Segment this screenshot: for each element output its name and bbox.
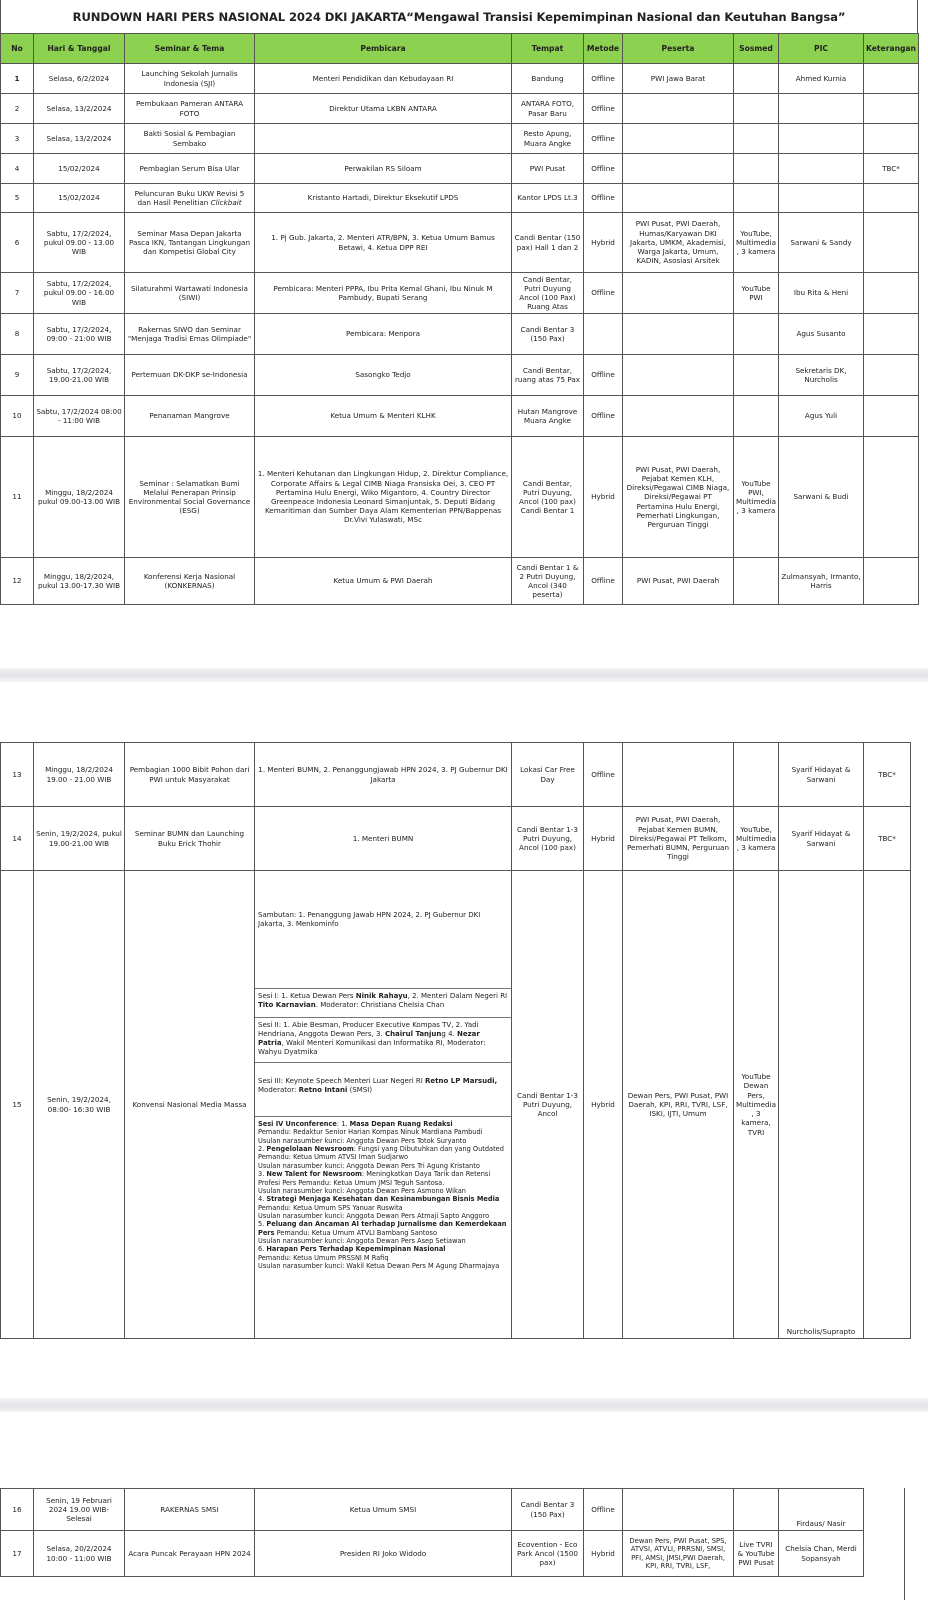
cell-theme: RAKERNAS SMSI bbox=[125, 1489, 255, 1531]
session-bold-text: Peluang dan Ancaman AI terhadap Jurnalisme dan Kemerdekaan Pers bbox=[258, 1220, 507, 1237]
cell-sosmed bbox=[734, 396, 779, 437]
cell-speakers: 1. Menteri BUMN bbox=[255, 807, 512, 871]
column-header-sosmed: Sosmed bbox=[734, 34, 779, 64]
cell-pic: Agus Yuli bbox=[779, 396, 864, 437]
cell-date: Sabtu, 17/2/2024, 19.00-21.00 WIB bbox=[34, 355, 125, 396]
session-text: 3. bbox=[258, 1170, 267, 1179]
cell-notes bbox=[864, 871, 911, 1339]
cell-pic: Nurcholis/Suprapto bbox=[779, 871, 864, 1339]
column-header-participants: Peserta bbox=[623, 34, 734, 64]
cell-place: Bandung bbox=[512, 64, 584, 94]
cell-date: Sabtu, 17/2/2024, pukul 09.00 - 13.00 WIB bbox=[34, 213, 125, 273]
session-bold-text: Nezar Patria bbox=[258, 1030, 480, 1048]
cell-sosmed bbox=[734, 94, 779, 124]
cell-notes: TBC* bbox=[864, 807, 911, 871]
session-text: Usulan narasumber kunci: Anggota Dewan Pers Tri Agung Kristanto bbox=[258, 1161, 480, 1170]
cell-speakers: Ketua Umum SMSI bbox=[255, 1489, 512, 1531]
cell-pic: Sekretaris DK, Nurcholis bbox=[779, 355, 864, 396]
cell-participants bbox=[623, 355, 734, 396]
cell-no: 6 bbox=[1, 213, 34, 273]
document-page-1 bbox=[0, 0, 928, 660]
table-row bbox=[1, 396, 919, 437]
cell-date: Minggu, 18/2/2024 pukul 09.00-13.00 WIB bbox=[34, 437, 125, 558]
cell-method: Offline bbox=[584, 355, 623, 396]
cell-date: 15/02/2024 bbox=[34, 184, 125, 213]
cell-speakers: 1. Menteri BUMN, 2. Penanggungjawab HPN 2024, 3. PJ Gubernur DKI Jakarta bbox=[255, 743, 512, 807]
cell-place: Resto Apung, Muara Angke bbox=[512, 124, 584, 154]
cell-pic: Firdaus/ Nasir bbox=[779, 1489, 864, 1531]
cell-theme: Pertemuan DK-DKP se-Indonesia bbox=[125, 355, 255, 396]
cell-speakers: Menteri Pendidikan dan Kebudayaan RI bbox=[255, 64, 512, 94]
cell-no: 3 bbox=[1, 124, 34, 154]
cell-speakers: Pembicara: Menteri PPPA, Ibu Prita Kemal Ghani, Ibu Ninuk M Pambudy, Bupati Serang bbox=[255, 273, 512, 314]
session-4-item-3 bbox=[258, 1170, 508, 1187]
session-text: Usulan narasumber kunci: Anggota Dewan Pers Totok Suryanto bbox=[258, 1136, 467, 1145]
column-header-theme: Seminar & Tema bbox=[125, 34, 255, 64]
cell-place: Candi Bentar, ruang atas 75 Pax bbox=[512, 355, 584, 396]
cell-date: Senin, 19/2/2024, 08:00- 16:30 WIB bbox=[34, 871, 125, 1339]
column-header-pic: PIC bbox=[779, 34, 864, 64]
cell-participants bbox=[623, 94, 734, 124]
cell-notes: TBC* bbox=[864, 154, 919, 184]
cell-method bbox=[584, 314, 623, 355]
cell-no: 4 bbox=[1, 154, 34, 184]
cell-place: ANTARA FOTO, Pasar Baru bbox=[512, 94, 584, 124]
page-separator bbox=[0, 668, 928, 682]
session-text: Moderator: bbox=[258, 1086, 299, 1095]
cell-place: PWI Pusat bbox=[512, 154, 584, 184]
cell-sosmed: YouTube, Multimedia , 3 kamera bbox=[734, 807, 779, 871]
session-bold-text: Chairul Tanjun bbox=[384, 1030, 442, 1039]
cell-no: 16 bbox=[1, 1489, 34, 1531]
cell-speakers: Presiden RI Joko Widodo bbox=[255, 1531, 512, 1577]
cell-theme: Bakti Sosial & Pembagian Sembako bbox=[125, 124, 255, 154]
session-text: (SMSI) bbox=[347, 1086, 373, 1095]
cell-sosmed bbox=[734, 154, 779, 184]
cell-theme: Launching Sekolah Jurnalis Indonesia (SJI) bbox=[125, 64, 255, 94]
cell-method: Offline bbox=[584, 124, 623, 154]
cell-method: Offline bbox=[584, 396, 623, 437]
cell-place: Ecovention - Eco Park Ancol (1500 pax) bbox=[512, 1531, 584, 1577]
cell-speakers: Sasongko Tedjo bbox=[255, 355, 512, 396]
session-text: , Wakil Menteri Komunikasi dan Informatika RI, Moderator: Wahyu Dyatmika bbox=[258, 1039, 486, 1057]
document-page-3 bbox=[0, 1488, 928, 1600]
table-row bbox=[1, 743, 911, 807]
cell-notes bbox=[864, 1489, 871, 1531]
cell-pic bbox=[779, 124, 864, 154]
cell-no: 14 bbox=[1, 807, 34, 871]
cell-participants bbox=[623, 314, 734, 355]
cell-no: 15 bbox=[1, 871, 34, 1339]
session-text: 2. bbox=[258, 1145, 267, 1154]
session-2 bbox=[255, 1018, 511, 1063]
cell-speakers: Kristanto Hartadi, Direktur Eksekutif LPDS bbox=[255, 184, 512, 213]
rundown-table-part-2 bbox=[0, 742, 911, 1339]
session-bold-text: Pengelolaan Newsroom bbox=[266, 1145, 354, 1154]
cell-place: Candi Bentar 1 & 2 Putri Duyung, Ancol (340 peserta) bbox=[512, 558, 584, 605]
cell-date: Selasa, 13/2/2024 bbox=[34, 124, 125, 154]
session-text: Pemandu: Ketua Umum ATVLI Bambang Santoso bbox=[274, 1228, 438, 1237]
cell-speakers: Perwakilan RS Siloam bbox=[255, 154, 512, 184]
cell-date: 15/02/2024 bbox=[34, 154, 125, 184]
session-text: Sesi III: Keynote Speech Menteri Luar Negeri RI bbox=[258, 1077, 426, 1085]
session-bold-text: Masa Depan Ruang Redaksi bbox=[349, 1120, 453, 1128]
table-row bbox=[1, 871, 911, 1339]
cell-sosmed: YouTube, Multimedia , 3 kamera bbox=[734, 213, 779, 273]
cell-date: Sabtu, 17/2/2024, pukul 09.00 - 16.00 WIB bbox=[34, 273, 125, 314]
cell-place: Candi Bentar 3 (150 Pax) bbox=[512, 1489, 584, 1531]
cell-sosmed: YouTube Dewan Pers, Multimedia , 3 kamera, TVRI bbox=[734, 871, 779, 1339]
cell-date: Selasa, 6/2/2024 bbox=[34, 64, 125, 94]
session-bold-text: Retno LP Marsudi, bbox=[425, 1077, 498, 1085]
cell-pic: Sarwani & Sandy bbox=[779, 213, 864, 273]
table-row bbox=[1, 1531, 871, 1577]
table-row bbox=[1, 124, 919, 154]
column-header-notes: Keterangan bbox=[864, 34, 919, 64]
cell-sosmed bbox=[734, 743, 779, 807]
cell-notes bbox=[864, 437, 919, 558]
cell-method: Offline bbox=[584, 154, 623, 184]
cell-theme: Penanaman Mangrove bbox=[125, 396, 255, 437]
cell-sosmed bbox=[734, 314, 779, 355]
cell-theme: Rakernas SIWO dan Seminar "Menjaga Tradisi Emas Olimpiade" bbox=[125, 314, 255, 355]
cell-no: 9 bbox=[1, 355, 34, 396]
cell-place: Kantor LPDS Lt.3 bbox=[512, 184, 584, 213]
table-row bbox=[1, 213, 919, 273]
cell-participants: PWI Pusat, PWI Daerah bbox=[623, 558, 734, 605]
session-4-item-4 bbox=[258, 1195, 508, 1212]
session-text: Usulan narasumber kunci: Anggota Dewan Pers Atmaji Sapto Anggoro bbox=[258, 1211, 490, 1220]
cell-participants bbox=[623, 124, 734, 154]
table-row bbox=[1, 1489, 871, 1531]
cell-participants: Dewan Pers, PWI Pusat, PWI Daerah, KPI, RRI, TVRI, LSF, ISKI, IJTI, Umum bbox=[623, 871, 734, 1339]
session-text: . Moderator: Christiana Chelsia Chan bbox=[315, 1001, 445, 1010]
cell-method: Offline bbox=[584, 64, 623, 94]
cell-no: 1 bbox=[1, 64, 34, 94]
cell-speakers: 1. Menteri Kehutanan dan Lingkungan Hidup, 2. Direktur Compliance, Corporate Affairs & Legal CIMB Niaga Fransiska Oei, 3. CEO PT Pertamina Hulu Energi, Wiko Migantoro, 4. Country Director Greenpeace Indonesia Leonard Simanjuntak, 5. Deputi Bidang Kemaritiman dan Sumber Daya Alam Kementerian PPN/Bappenas Dr.Vivi Yulaswati, MSc bbox=[255, 437, 512, 558]
cell-method: Hybrid bbox=[584, 807, 623, 871]
cell-date: Minggu, 18/2/2024, pukul 13.00-17.30 WIB bbox=[34, 558, 125, 605]
sambutan-text: Sambutan: 1. Penanggung Jawab HPN 2024, 2. PJ Gubernur DKI Jakarta, 3. Menkominfo bbox=[258, 911, 481, 929]
column-header-speakers: Pembicara bbox=[255, 34, 512, 64]
table-row bbox=[1, 273, 919, 314]
cell-pic bbox=[779, 94, 864, 124]
cell-method: Hybrid bbox=[584, 213, 623, 273]
cell-sosmed: YouTube PWI bbox=[734, 273, 779, 314]
cell-method: Offline bbox=[584, 273, 623, 314]
session-text: : Meningkatkan Daya Tarik dan Retensi Profesi Pers Pemandu: Ketua Umum JMSI Teguh Santosa. bbox=[258, 1170, 491, 1187]
cell-place: Hutan Mangrove Muara Angke bbox=[512, 396, 584, 437]
cell-notes bbox=[864, 213, 919, 273]
cell-notes bbox=[864, 558, 919, 605]
session-1 bbox=[255, 989, 511, 1018]
cell-notes: TBC* bbox=[864, 743, 911, 807]
cell-sosmed: Live TVRI & YouTube PWI Pusat bbox=[734, 1531, 779, 1577]
table-header-row bbox=[1, 34, 919, 64]
session-4 bbox=[255, 1117, 511, 1273]
session-text: Usulan narasumber kunci: Anggota Dewan Pers Asmono Wikan bbox=[258, 1186, 466, 1195]
cell-date: Selasa, 20/2/2024 10:00 - 11:00 WIB bbox=[34, 1531, 125, 1577]
cell-notes bbox=[864, 273, 919, 314]
cell-pic: Ibu Rita & Heni bbox=[779, 273, 864, 314]
cell-theme: Konvensi Nasional Media Massa bbox=[125, 871, 255, 1339]
page-border-line bbox=[904, 1488, 905, 1600]
cell-method: Offline bbox=[584, 94, 623, 124]
cell-method: Offline bbox=[584, 743, 623, 807]
cell-speakers-sessions bbox=[255, 871, 512, 1339]
cell-notes bbox=[864, 94, 919, 124]
cell-method: Offline bbox=[584, 558, 623, 605]
table-row bbox=[1, 314, 919, 355]
session-bold-text: Retno Intani bbox=[298, 1086, 348, 1095]
cell-place: Candi Bentar (150 pax) Hall 1 dan 2 bbox=[512, 213, 584, 273]
table-row bbox=[1, 807, 911, 871]
cell-no: 12 bbox=[1, 558, 34, 605]
cell-date: Minggu, 18/2/2024 19.00 - 21.00 WIB bbox=[34, 743, 125, 807]
cell-pic: Chelsia Chan, Merdi Sopansyah bbox=[779, 1531, 864, 1577]
cell-notes bbox=[864, 1531, 871, 1577]
title-row bbox=[0, 0, 918, 33]
column-header-place: Tempat bbox=[512, 34, 584, 64]
cell-theme: Seminar BUMN dan Launching Buku Erick Thohir bbox=[125, 807, 255, 871]
session-4-item-6 bbox=[258, 1245, 508, 1253]
table-row bbox=[1, 558, 919, 605]
cell-speakers bbox=[255, 124, 512, 154]
cell-pic: Sarwani & Budi bbox=[779, 437, 864, 558]
rundown-table-part-1 bbox=[0, 33, 919, 605]
cell-theme: Pembukaan Pameran ANTARA FOTO bbox=[125, 94, 255, 124]
cell-participants: PWI Pusat, PWI Daerah, Humas/Karyawan DKI Jakarta, UMKM, Akademisi, Warga Jakarta, Umum, KADIN, Asosiasi Arsitek bbox=[623, 213, 734, 273]
cell-speakers: 1. Pj Gub. Jakarta, 2. Menteri ATR/BPN, 3. Ketua Umum Bamus Betawi, 4. Ketua DPP REI bbox=[255, 213, 512, 273]
cell-sosmed bbox=[734, 1489, 779, 1531]
cell-theme: Pembagian Serum Bisa Ular bbox=[125, 154, 255, 184]
session-text: : 1. bbox=[336, 1120, 350, 1128]
session-text: 6. bbox=[258, 1245, 267, 1254]
session-bold-text: New Talent for Newsroom bbox=[266, 1170, 362, 1179]
session-sambutan bbox=[255, 871, 511, 989]
cell-theme: Silaturahmi Wartawati Indonesia (SIWI) bbox=[125, 273, 255, 314]
cell-pic: Zulmansyah, Irmanto, Harris bbox=[779, 558, 864, 605]
cell-participants bbox=[623, 154, 734, 184]
cell-no: 5 bbox=[1, 184, 34, 213]
cell-notes bbox=[864, 314, 919, 355]
cell-no: 8 bbox=[1, 314, 34, 355]
cell-date: Selasa, 13/2/2024 bbox=[34, 94, 125, 124]
session-text: Sesi I: 1. Ketua Dewan Pers bbox=[258, 992, 356, 1000]
cell-no: 10 bbox=[1, 396, 34, 437]
session-bold-text: Ninik Rahayu bbox=[355, 992, 408, 1000]
cell-speakers: Direktur Utama LKBN ANTARA bbox=[255, 94, 512, 124]
cell-participants: Dewan Pers, PWI Pusat, SPS, ATVSI, ATVLI, PRRSNI, SMSI, PFI, AMSI, JMSI,PWI Daerah, KPI, RRI, TVRI, LSF, bbox=[623, 1531, 734, 1577]
column-header-method: Metode bbox=[584, 34, 623, 64]
session-bold-text: Tito Karnavian bbox=[258, 1001, 316, 1010]
session-text: g 4. bbox=[441, 1030, 457, 1039]
cell-place: Candi Bentar, Putri Duyung Ancol (100 Pax) Ruang Atas bbox=[512, 273, 584, 314]
cell-method: Offline bbox=[584, 1489, 623, 1531]
session-text: : Fungsi yang Dibutuhkan dan yang Outdated Pemandu: Ketua Umum ATVSI Iman Sudjarwo bbox=[258, 1145, 504, 1162]
cell-no: 2 bbox=[1, 94, 34, 124]
session-bold-text: Strategi Menjaga Kesehatan dan Kesinambungan Bisnis Media bbox=[266, 1195, 500, 1204]
cell-notes bbox=[864, 64, 919, 94]
cell-theme: Seminar Masa Depan Jakarta Pasca IKN, Tantangan Lingkungan dan Kompetisi Global City bbox=[125, 213, 255, 273]
cell-date: Senin, 19 Februari 2024 19.00 WIB- Selesai bbox=[34, 1489, 125, 1531]
session-text: Pemandu: Ketua Umum SPS Yanuar Ruswita bbox=[258, 1203, 403, 1212]
cell-sosmed bbox=[734, 355, 779, 396]
cell-date: Senin, 19/2/2024, pukul 19.00-21.00 WIB bbox=[34, 807, 125, 871]
cell-no: 17 bbox=[1, 1531, 34, 1577]
cell-sosmed bbox=[734, 124, 779, 154]
table-row bbox=[1, 184, 919, 213]
session-text: 4. bbox=[258, 1195, 267, 1204]
session-text: Usulan narasumber kunci: Wakil Ketua Dewan Pers M Agung Dharmajaya bbox=[258, 1262, 500, 1271]
cell-sosmed bbox=[734, 64, 779, 94]
cell-participants bbox=[623, 184, 734, 213]
session-bold-text: Sesi IV Unconference bbox=[258, 1120, 337, 1128]
cell-notes bbox=[864, 355, 919, 396]
cell-participants: PWI Pusat, PWI Daerah, Pejabat Kemen BUMN, Direksi/Pegawai PT Telkom, Pemerhati BUMN, Perguruan Tinggi bbox=[623, 807, 734, 871]
cell-theme: Seminar : Selamatkan Bumi Melalui Penerapan Prinsip Environmental Social Governance (ESG) bbox=[125, 437, 255, 558]
table-row bbox=[1, 437, 919, 558]
table-row bbox=[1, 64, 919, 94]
cell-participants bbox=[623, 1489, 734, 1531]
cell-place: Candi Bentar 3 (150 Pax) bbox=[512, 314, 584, 355]
cell-participants bbox=[623, 743, 734, 807]
column-header-date: Hari & Tanggal bbox=[34, 34, 125, 64]
cell-speakers: Ketua Umum & PWI Daerah bbox=[255, 558, 512, 605]
cell-pic: Syarif Hidayat & Sarwani bbox=[779, 743, 864, 807]
cell-sosmed: YouTube PWI, Multimedia , 3 kamera bbox=[734, 437, 779, 558]
cell-theme: Konferensi Kerja Nasional (KONKERNAS) bbox=[125, 558, 255, 605]
session-text: Pemandu: Redaktur Senior Harian Kompas Ninuk Mardiana Pambudi bbox=[258, 1128, 483, 1137]
session-text: Usulan narasumber kunci: Anggota Dewan Pers Asep Setiawan bbox=[258, 1237, 466, 1246]
table-row bbox=[1, 355, 919, 396]
cell-participants bbox=[623, 396, 734, 437]
cell-pic: Syarif Hidayat & Sarwani bbox=[779, 807, 864, 871]
cell-pic bbox=[779, 154, 864, 184]
cell-no: 13 bbox=[1, 743, 34, 807]
cell-notes bbox=[864, 124, 919, 154]
session-bold-text: Harapan Pers Terhadap Kepemimpinan Nasional bbox=[266, 1245, 446, 1254]
cell-participants: PWI Jawa Barat bbox=[623, 64, 734, 94]
cell-sosmed bbox=[734, 184, 779, 213]
table-row bbox=[1, 154, 919, 184]
cell-place: Candi Bentar, Putri Duyung, Ancol (100 pax) Candi Bentar 1 bbox=[512, 437, 584, 558]
cell-pic: Ahmed Kurnia bbox=[779, 64, 864, 94]
cell-participants bbox=[623, 273, 734, 314]
cell-pic bbox=[779, 184, 864, 213]
cell-sosmed bbox=[734, 558, 779, 605]
session-3 bbox=[255, 1063, 511, 1117]
theme-italic-text: Clickbait bbox=[210, 198, 242, 207]
cell-method: Hybrid bbox=[584, 437, 623, 558]
page-separator bbox=[0, 1398, 928, 1412]
session-text: Pemandu: Ketua Umum PRSSNI M Rafiq bbox=[258, 1253, 389, 1262]
cell-speakers: Pembicara: Menpora bbox=[255, 314, 512, 355]
cell-notes bbox=[864, 396, 919, 437]
cell-date: Sabtu, 17/2/2024 08:00 - 11:00 WIB bbox=[34, 396, 125, 437]
cell-date: Sabtu, 17/2/2024, 09:00 - 21:00 WIB bbox=[34, 314, 125, 355]
table-row bbox=[1, 94, 919, 124]
rundown-table-part-3 bbox=[0, 1488, 871, 1577]
session-text: , 2. Menteri Dalam Negeri RI bbox=[407, 992, 508, 1000]
session-text: Sesi II: 1. Abie Besman, Producer Executive Kompas TV, 2. Yadi Hendriana, Anggota Dewan Pers, 3. bbox=[258, 1021, 479, 1039]
cell-speakers: Ketua Umum & Menteri KLHK bbox=[255, 396, 512, 437]
cell-method: Hybrid bbox=[584, 1531, 623, 1577]
cell-no: 11 bbox=[1, 437, 34, 558]
column-header-no: No bbox=[1, 34, 34, 64]
cell-notes bbox=[864, 184, 919, 213]
session-4-item-2 bbox=[258, 1145, 508, 1162]
document-page-2 bbox=[0, 742, 928, 1390]
cell-method: Hybrid bbox=[584, 871, 623, 1339]
theme-text: Peluncuran Buku UKW Revisi 5 dan Hasil Penelitian bbox=[134, 188, 245, 207]
cell-participants: PWI Pusat, PWI Daerah, Pejabat Kemen KLH, Direksi/Pegawai CIMB Niaga, Direksi/Pegawai PT Pertamina Hulu Energi, Pemerhati Lingkungan, Perguruan Tinggi bbox=[623, 437, 734, 558]
cell-place: Candi Bentar 1-3 Putri Duyung, Ancol bbox=[512, 871, 584, 1339]
session-text: 5. bbox=[258, 1220, 267, 1229]
cell-pic: Agus Susanto bbox=[779, 314, 864, 355]
cell-method: Offline bbox=[584, 184, 623, 213]
cell-no: 7 bbox=[1, 273, 34, 314]
cell-theme: Pembagian 1000 Bibit Pohon dari PWI untuk Masyarakat bbox=[125, 743, 255, 807]
cell-theme: Acara Puncak Perayaan HPN 2024 bbox=[125, 1531, 255, 1577]
session-4-item-1 bbox=[258, 1120, 508, 1128]
document-title: RUNDOWN HARI PERS NASIONAL 2024 DKI JAKARTA“Mengawal Transisi Kepemimpinan Nasional dan Keutuhan Bangsa” bbox=[72, 9, 846, 24]
session-4-item-5 bbox=[258, 1220, 508, 1237]
cell-place: Candi Bentar 1-3 Putri Duyung, Ancol (100 pax) bbox=[512, 807, 584, 871]
cell-theme bbox=[125, 184, 255, 213]
cell-place: Lokasi Car Free Day bbox=[512, 743, 584, 807]
